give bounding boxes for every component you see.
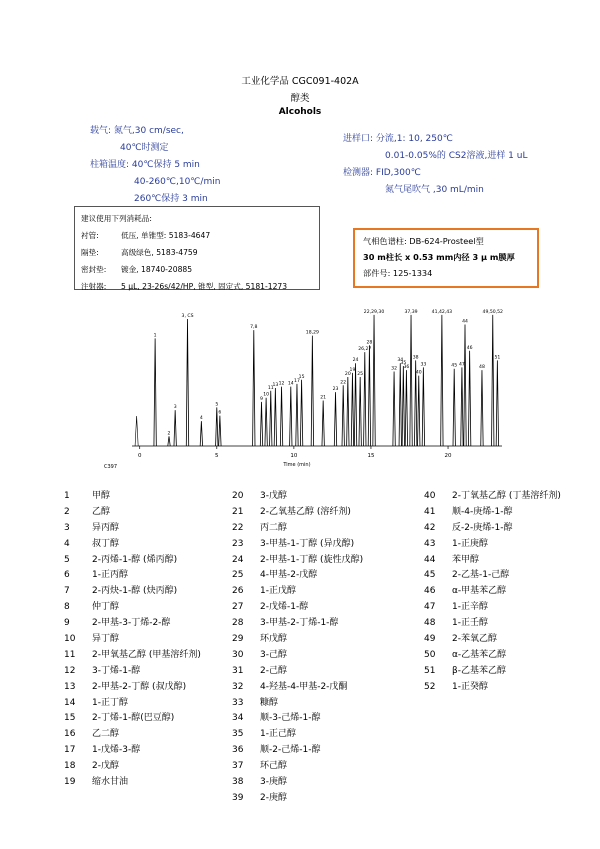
peak: [290, 387, 292, 446]
peak-number: 33: [232, 697, 244, 708]
compound-name: 仲丁醇: [92, 602, 120, 613]
peak-list-col-1: [64, 488, 201, 790]
peak-label: 23: [332, 387, 339, 393]
peak-list-item: [232, 599, 363, 615]
peak-label: 46: [466, 345, 473, 351]
peak-number: 36: [232, 745, 244, 756]
compound-name: 1-正戊醇: [260, 586, 296, 597]
compound-name: 环己醇: [260, 761, 288, 772]
peak-label: 7,8: [250, 325, 258, 331]
peak-number: 51: [424, 665, 436, 676]
peak-number: 30: [232, 649, 244, 660]
peak-number: 2: [64, 506, 70, 517]
peak: [464, 325, 466, 446]
peak-label: 33: [420, 362, 427, 368]
peak-number: 35: [232, 729, 244, 740]
peak-number: 10: [64, 634, 76, 645]
peak: [200, 421, 202, 446]
peak-list-item: [64, 710, 201, 726]
peak-number: 48: [424, 618, 436, 629]
peak-list-item: [232, 742, 363, 758]
x-tick-label: 10: [290, 453, 298, 459]
peak-number: 14: [64, 697, 76, 708]
peak-list-item: [232, 647, 363, 663]
peak-list-item: [424, 599, 561, 615]
consumable-row: 密封垫: 镀金, 18740-20885: [81, 265, 193, 274]
peak-number: 15: [64, 713, 76, 724]
compound-name: 2-苯氧乙醇: [452, 634, 497, 645]
peak: [296, 384, 298, 446]
peak-number: 39: [232, 792, 244, 803]
compound-name: 2-戊烯-1-醇: [260, 602, 309, 613]
peak-label: 6: [218, 410, 222, 416]
peak-list-item: [232, 758, 363, 774]
peak-number: 37: [232, 761, 244, 772]
peak-list-item: [232, 583, 363, 599]
chart-code: C397: [104, 464, 118, 470]
peak: [492, 315, 494, 446]
peak-label: 25: [357, 372, 364, 377]
peak-list-item: [64, 488, 201, 504]
peak-list-item: [232, 679, 363, 695]
peak: [481, 370, 483, 446]
page-title: 工业化学品 CGC091-402A: [241, 76, 359, 87]
peak-list-item: [232, 695, 363, 711]
peak: [468, 351, 470, 446]
peak-number: 38: [232, 777, 244, 788]
compound-name: 2-甲基-1-丁醇 (旋性戊醇): [260, 554, 364, 565]
peak: [270, 391, 272, 446]
peak-list-col-3: [424, 488, 561, 695]
compound-name: 乙二醇: [92, 729, 120, 740]
peak-number: 11: [64, 649, 76, 660]
compound-name: 叔丁醇: [92, 538, 120, 549]
peak: [453, 369, 455, 446]
peak: [410, 315, 412, 446]
compound-name: 异丁醇: [92, 634, 120, 645]
peak-label: 35: [400, 360, 407, 366]
peak-number: 47: [424, 602, 436, 613]
peak-number: 16: [64, 729, 76, 740]
peak-list-item: [424, 488, 561, 504]
peak-label: 51: [494, 355, 501, 361]
consumable-row: 隔垫: 高级绿色, 5183-4759: [81, 248, 198, 257]
peak-list-item: [232, 615, 363, 631]
peak-label: 44: [462, 319, 468, 325]
peak-label: 15: [298, 374, 305, 380]
compound-name: 反-2-庚烯-1-醇: [452, 522, 513, 533]
compound-name: 4-甲基-2-戊醇: [260, 570, 318, 581]
peak: [253, 330, 255, 446]
peak-label: 17: [294, 378, 300, 384]
peak-number: 6: [64, 570, 70, 581]
chromatogram: [100, 300, 510, 470]
compound-name: 苯甲醇: [452, 554, 480, 565]
peak-number: 32: [232, 681, 244, 692]
peak-list-item: [64, 615, 201, 631]
compound-name: 3-丁烯-1-醇: [92, 665, 141, 676]
peak-list-item: [232, 552, 363, 568]
compound-name: 2-庚醇: [260, 792, 287, 803]
oven-hold: 260℃保持 3 min: [134, 194, 208, 204]
peak-label: 26,27: [358, 347, 372, 353]
compound-name: 2-己醇: [260, 665, 287, 676]
compound-name: 1-戊烯-3-醇: [92, 745, 141, 756]
peak-number: 34: [232, 713, 244, 724]
compound-name: 顺-2-己烯-1-醇: [260, 745, 321, 756]
peak-number: 3: [64, 522, 70, 533]
peak: [351, 373, 353, 446]
peak-number: 49: [424, 634, 436, 645]
peak-label: 3: [173, 405, 177, 411]
peak-list-item: [232, 774, 363, 790]
peak-list-item: [64, 504, 201, 520]
compound-name: 1-正庚醇: [452, 538, 488, 549]
peak-number: 42: [424, 522, 436, 533]
compound-name: 2-戊醇: [92, 761, 119, 772]
column-dimensions: 30 m柱长 x 0.53 mm内径 3 μ m膜厚: [363, 252, 515, 262]
peak-list-item: [424, 567, 561, 583]
peak: [186, 319, 188, 446]
peak-label: 34: [397, 358, 404, 364]
peak-number: 46: [424, 586, 436, 597]
peak-list-item: [64, 520, 201, 536]
compound-name: 1-正壬醇: [452, 618, 488, 629]
peak-number: 18: [64, 761, 76, 772]
peak-label: 41,42,43: [431, 309, 453, 315]
peak-list-item: [424, 520, 561, 536]
peak-list-item: [424, 663, 561, 679]
peak: [441, 315, 443, 446]
consumable-row: 注射器: 5 μL, 23-26s/42/HP, 锥型, 固定式, 5181-1273: [81, 282, 288, 291]
column-type: 气相色谱柱: DB-624-Prosteel型: [363, 236, 484, 246]
peak-list-item: [232, 663, 363, 679]
peak-label: 38: [412, 355, 419, 361]
compound-name: α-乙基苯乙醇: [452, 649, 507, 660]
inlet: 进样口: 分流,1: 10, 250℃: [343, 134, 453, 144]
peak: [322, 400, 324, 446]
column-part-number: 部件号: 125-1334: [363, 268, 433, 278]
peak-list-item: [64, 679, 201, 695]
compound-name: 4-羟基-4-甲基-2-戊酮: [260, 681, 348, 692]
peak-label: 11: [267, 385, 274, 391]
peak-number: 5: [64, 554, 70, 565]
peak-label: 19: [349, 367, 356, 373]
peak-list-item: [424, 583, 561, 599]
peak-label: 36: [403, 365, 410, 371]
peak-number: 24: [232, 554, 244, 565]
compound-name: 甲醇: [92, 491, 111, 501]
peak-list-item: [424, 552, 561, 568]
compound-name: 3-庚醇: [260, 777, 287, 788]
conditions-left: [90, 123, 220, 208]
compound-name: 2-甲基-3-丁烯-2-醇: [92, 618, 171, 629]
peak-number: 19: [64, 777, 76, 788]
peak-number: 21: [232, 506, 244, 517]
peak-number: 25: [232, 570, 244, 581]
peak-list-item: [232, 710, 363, 726]
compound-name: 乙醇: [92, 506, 111, 517]
peak-label: 20: [344, 372, 351, 377]
peak-list-item: [232, 567, 363, 583]
peak-number: 44: [424, 554, 436, 565]
compound-name: α-甲基苯乙醇: [452, 586, 507, 597]
x-tick-label: 5: [215, 453, 219, 459]
peak-label: 18,29: [305, 330, 319, 336]
compound-name: 2-甲氧基乙醇 (甲基溶纤剂): [92, 649, 201, 660]
peak-number: 13: [64, 681, 76, 692]
peak-label: 4: [199, 416, 203, 422]
peak: [422, 367, 424, 446]
consumables-box: [74, 206, 320, 290]
carrier-gas: 载气: 氮气,30 cm/sec,: [90, 126, 184, 136]
peak: [334, 392, 336, 446]
compound-name: 2-丙烯-1-醇 (烯丙醇): [92, 554, 178, 565]
peak-list-item: [232, 504, 363, 520]
column-box: [353, 228, 539, 288]
peak: [219, 416, 221, 446]
peak-number: 43: [424, 538, 436, 549]
peak-label: 1: [153, 333, 157, 339]
peak-number: 26: [232, 586, 244, 597]
compound-name: 3-甲基-1-丁醇 (异戊醇): [260, 538, 355, 549]
carrier-gas-temp: 40℃时测定: [120, 143, 169, 153]
peak-number: 40: [424, 491, 436, 501]
peak-label: 13: [272, 383, 279, 389]
peak-label: 12: [278, 381, 285, 387]
peak-number: 1: [64, 491, 70, 501]
peak-label: 9: [260, 396, 263, 402]
peak-number: 27: [232, 602, 244, 613]
peak-number: 29: [232, 634, 244, 645]
peak-number: 12: [64, 665, 76, 676]
peak: [260, 402, 262, 446]
peak-label: 22,29,30: [363, 309, 385, 315]
peak: [418, 376, 420, 446]
compound-name: 异丙醇: [92, 522, 120, 533]
peak: [168, 436, 170, 446]
peak: [347, 377, 349, 446]
peak-label: 10: [263, 392, 270, 398]
peak-list-item: [64, 567, 201, 583]
detector: 检测器: FID,300℃: [343, 168, 421, 178]
peak: [364, 352, 366, 446]
peak-list-item: [64, 583, 201, 599]
consumable-row: 衬管: 低压, 单锥型: 5183-4647: [81, 231, 211, 240]
peak-number: 7: [64, 586, 70, 597]
peak: [393, 371, 395, 446]
x-tick-label: 15: [367, 453, 375, 459]
oven-ramp: 40-260℃,10℃/min: [134, 177, 221, 187]
peak-list-item: [64, 774, 201, 790]
peak: [174, 410, 176, 446]
peak-list-item: [424, 615, 561, 631]
peak-label: 22: [340, 380, 347, 386]
peak: [342, 385, 344, 446]
peak-list-item: [64, 726, 201, 742]
compound-name: 2-甲基-2-丁醇 (叔戊醇): [92, 681, 187, 692]
peak-label: 49,50,52: [482, 309, 503, 315]
peak: [300, 380, 302, 446]
peak-list-item: [64, 552, 201, 568]
peak-list-item: [232, 488, 363, 504]
peak-label: 32: [391, 366, 398, 372]
peak: [399, 363, 401, 446]
peak-list-item: [64, 742, 201, 758]
peak-number: 50: [424, 649, 436, 660]
peak-number: 17: [64, 745, 76, 756]
peak: [359, 377, 361, 446]
peak-label: 2: [167, 431, 171, 437]
peak-list-item: [64, 536, 201, 552]
peak-label: 3, CS: [181, 314, 194, 320]
injection-peak: [135, 416, 138, 446]
peak: [402, 366, 404, 446]
peak-label: 40: [415, 370, 422, 376]
peak-number: 45: [424, 570, 436, 581]
compound-name: 2-丙炔-1-醇 (炔丙醇): [92, 586, 178, 597]
sample: 0.01-0.05%的 CS2溶液,进样 1 uL: [385, 151, 528, 161]
peak-list-item: [232, 631, 363, 647]
peak-list-item: [232, 520, 363, 536]
compound-name: 1-正丙醇: [92, 570, 128, 581]
peak: [368, 345, 370, 446]
peak-list-item: [64, 758, 201, 774]
compound-name: 2-丁氧基乙醇 (丁基溶纤剂): [452, 491, 561, 501]
peak-number: 20: [232, 491, 244, 501]
peak-list-item: [232, 536, 363, 552]
peak-label: 37,39: [404, 309, 418, 315]
peak-list-item: [64, 695, 201, 711]
peak: [280, 387, 282, 446]
oven-temp: 柱箱温度: 40℃保持 5 min: [90, 160, 200, 170]
x-tick-label: 20: [444, 453, 452, 459]
peak-number: 52: [424, 681, 436, 692]
peak-number: 31: [232, 665, 244, 676]
peak-label: 48: [479, 365, 485, 371]
peak-list-item: [232, 790, 363, 806]
peak-number: 9: [64, 618, 70, 629]
makeup-gas: 氮气尾吹气 ,30 mL/min: [385, 185, 484, 195]
compound-name: 3-己醇: [260, 649, 287, 660]
peak-label: 24: [352, 358, 359, 364]
compound-name: 1-正己醇: [260, 729, 296, 740]
peak-number: 22: [232, 522, 244, 533]
compound-name: 顺-4-庚烯-1-醇: [452, 506, 513, 517]
peak-list-item: [424, 504, 561, 520]
peak-list-col-2: [232, 488, 363, 806]
peak-number: 8: [64, 602, 70, 613]
peak: [154, 338, 156, 446]
peak-number: 4: [64, 538, 70, 549]
peak-number: 28: [232, 618, 244, 629]
peak-list-item: [424, 679, 561, 695]
compound-name: 2-丁烯-1-醇(巴豆醇): [92, 713, 175, 724]
peak-list-item: [424, 647, 561, 663]
compound-name: 糠醇: [260, 697, 279, 708]
subtitle-cn: 醇类: [290, 93, 310, 104]
peak: [496, 360, 498, 446]
compound-name: 3-戊醇: [260, 491, 287, 501]
compound-name: β-乙基苯乙醇: [452, 665, 506, 676]
peak: [405, 370, 407, 446]
compound-name: 缩水甘油: [92, 777, 129, 788]
peak-label: 5: [215, 402, 219, 408]
peak-label: 14: [287, 381, 294, 387]
peak-list-item: [424, 631, 561, 647]
peak-label: 47: [458, 362, 465, 368]
peak-list-item: [232, 726, 363, 742]
compound-name: 1-正辛醇: [452, 602, 488, 613]
conditions-right: [343, 131, 528, 199]
compound-name: 2-乙氧基乙醇 (溶纤剂): [260, 506, 351, 517]
peak-label: 28: [366, 340, 373, 346]
peak: [265, 398, 267, 446]
peak-list-item: [424, 536, 561, 552]
compound-name: 2-乙基-1-己醇: [452, 570, 510, 581]
peak-number: 41: [424, 506, 436, 517]
peak-list-item: [64, 647, 201, 663]
peak-list-item: [64, 631, 201, 647]
peak-label: 45: [451, 363, 458, 369]
peak: [274, 388, 276, 446]
compound-name: 环戊醇: [260, 634, 288, 645]
compound-name: 顺-3-己烯-1-醇: [260, 713, 321, 724]
compound-name: 1-正癸醇: [452, 681, 488, 692]
x-tick-label: 0: [137, 453, 142, 459]
compound-name: 1-正丁醇: [92, 697, 128, 708]
peak-list-item: [64, 663, 201, 679]
compound-name: 丙二醇: [260, 522, 288, 533]
peak: [373, 315, 375, 446]
x-axis-label: Time (min): [283, 462, 311, 468]
subtitle-en: Alcohols: [278, 107, 322, 117]
peak: [461, 367, 463, 446]
consumables-heading: 建议使用下列消耗品:: [81, 214, 152, 223]
peak-label: 21: [320, 395, 327, 401]
peak: [311, 336, 313, 446]
peak-number: 23: [232, 538, 244, 549]
peak-list-item: [64, 599, 201, 615]
compound-name: 3-甲基-2-丁烯-1-醇: [260, 618, 339, 629]
